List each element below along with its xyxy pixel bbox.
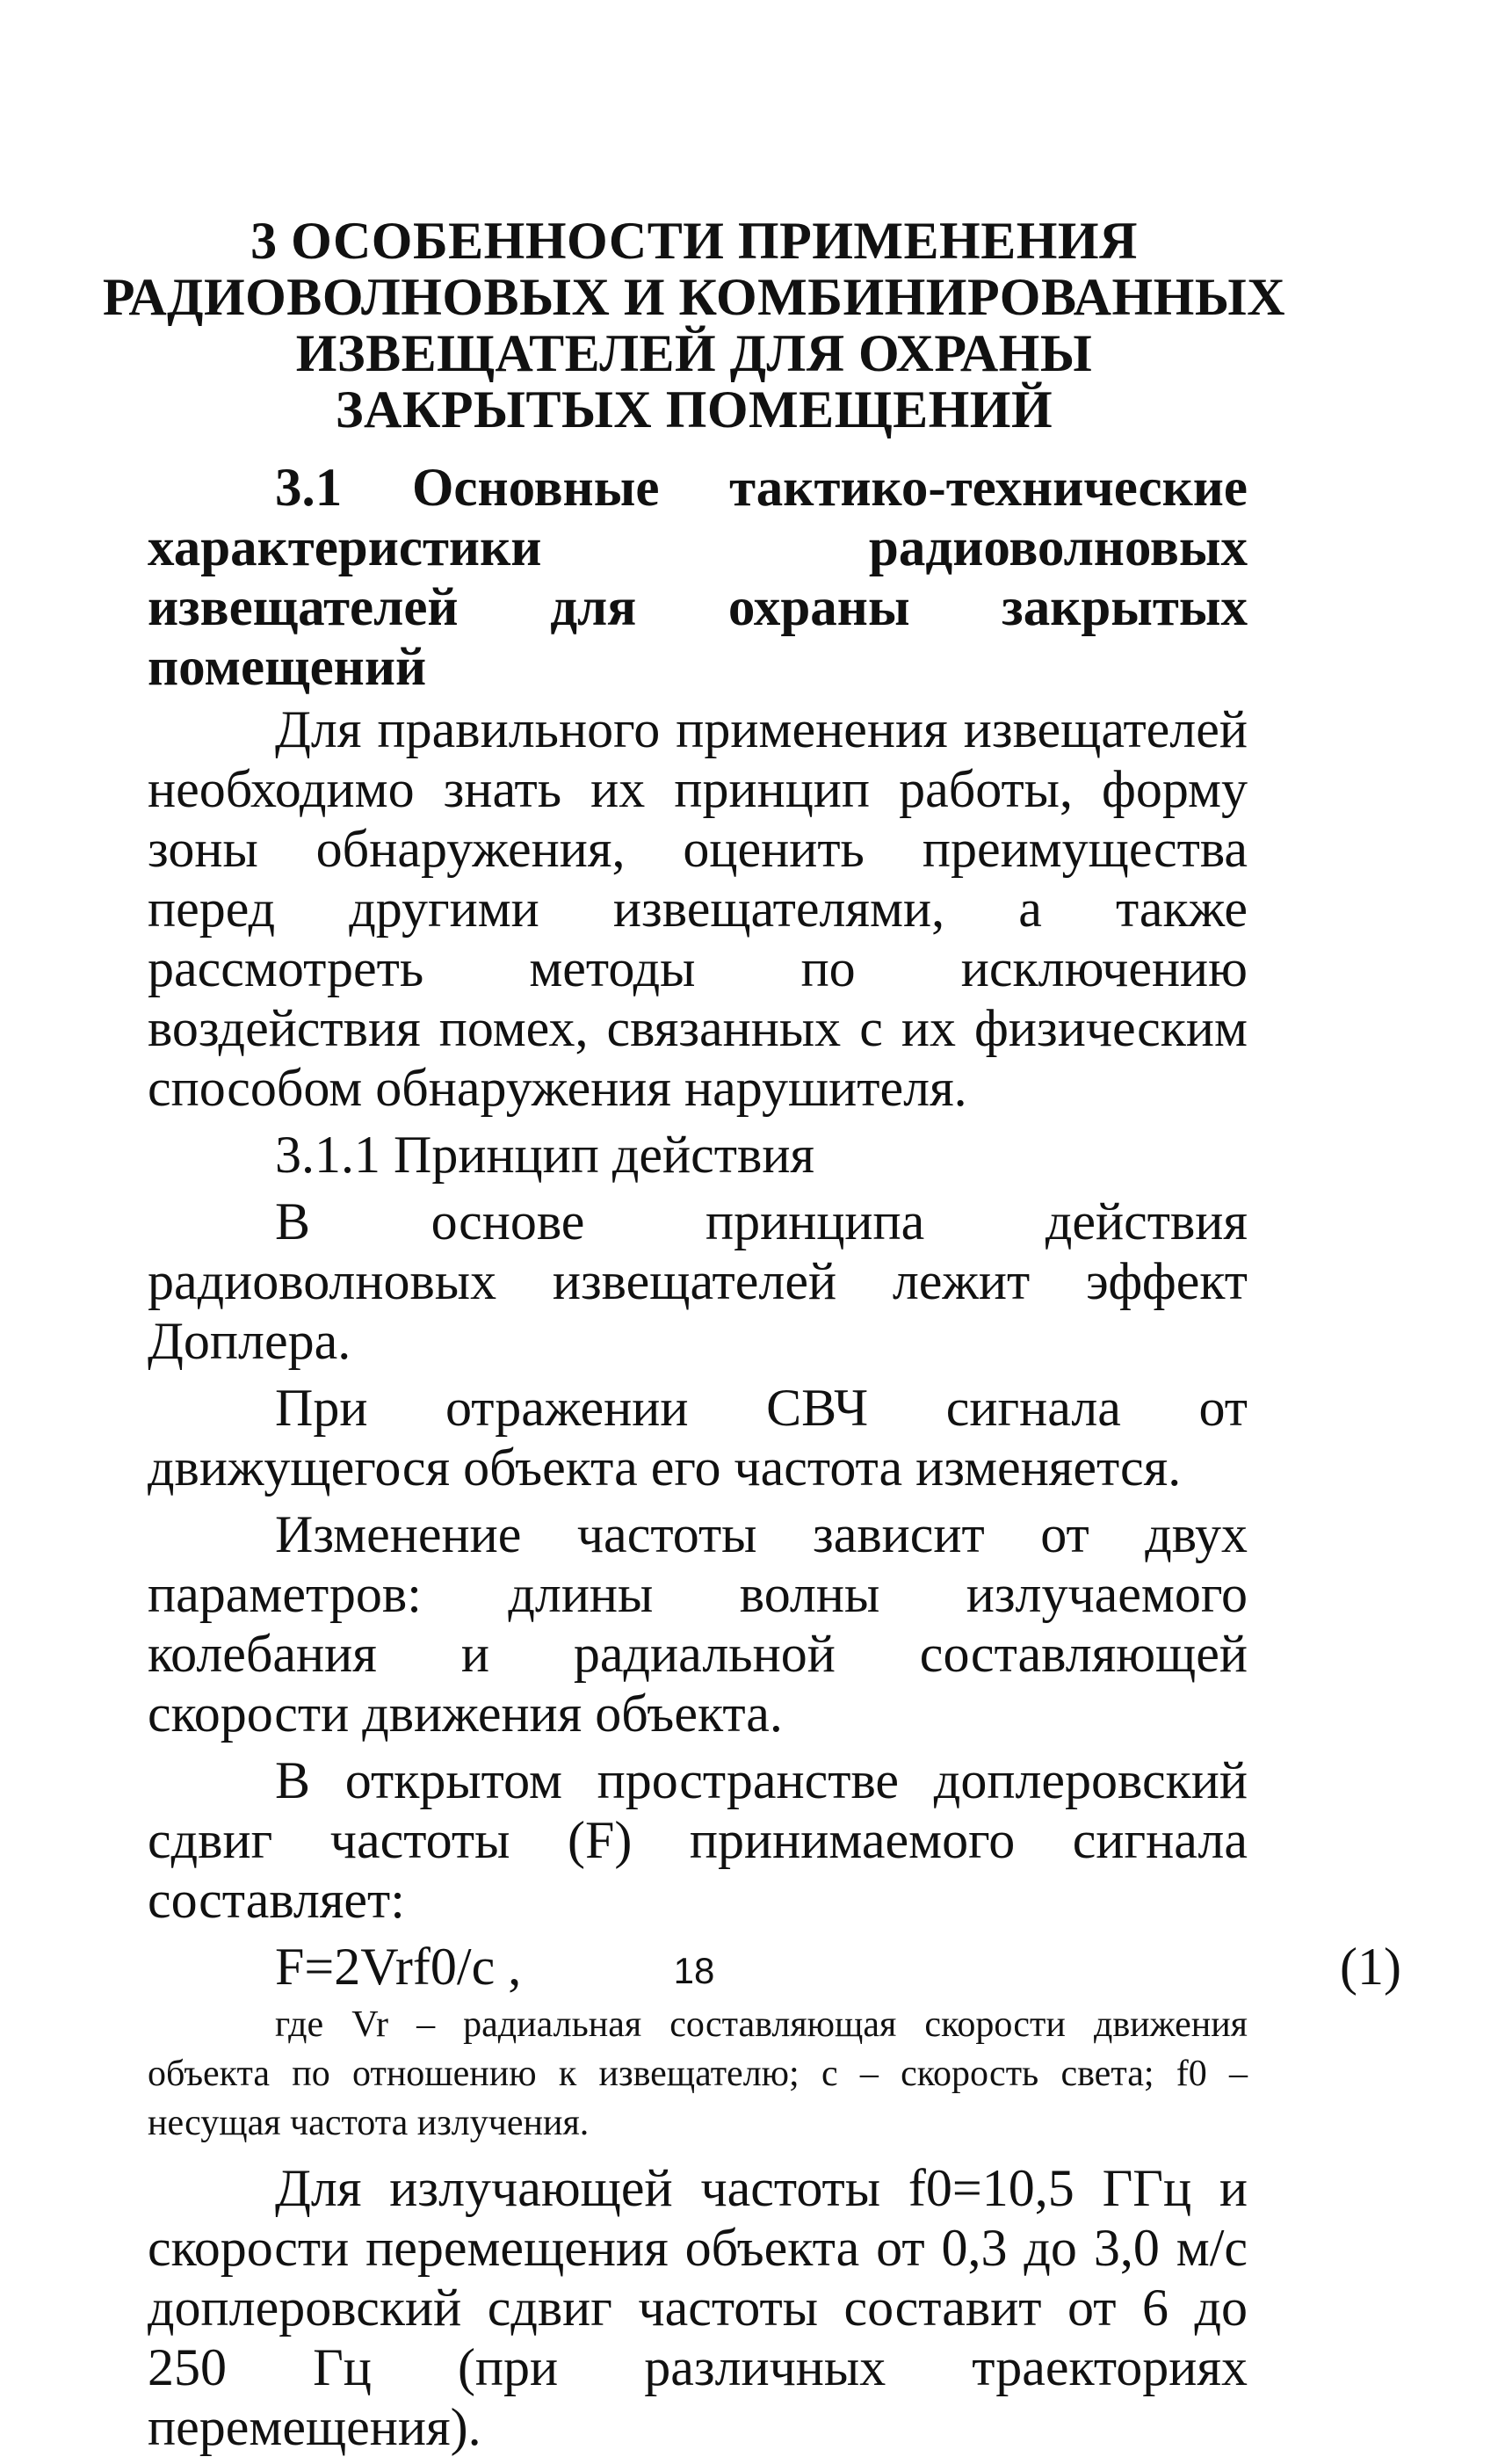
- formula-note: где Vr – радиальная составляющая скорости движения объекта по отношению к извещателю; с – скорость света; f0 – несущая частота излучения.: [148, 2004, 1248, 2143]
- equation-number: (1): [1340, 1938, 1401, 1996]
- chapter-title: [0, 213, 1388, 438]
- chapter-title-line: 3 ОСОБЕННОСТИ ПРИМЕНЕНИЯ: [250, 212, 1138, 270]
- subsection-heading: 3.1.1 Принцип действия: [275, 1126, 815, 1184]
- page-number: 18: [673, 1950, 715, 1991]
- paragraph-conclusion: Для излучающей частоты f0=10,5 ГГц и скорости перемещения объекта от 0,3 до 3,0 м/с доплеровский сдвиг частоты составит от 6 до 250 Гц (при различных траекториях перемещения).: [148, 2159, 1248, 2456]
- paragraph-open-space: В открытом пространстве доплеровский сдвиг частоты (F) принимаемого сигнала составляет:: [148, 1751, 1248, 1929]
- chapter-title-line: РАДИОВОЛНОВЫХ И КОМБИНИРОВАННЫХ: [102, 268, 1286, 326]
- chapter-title-line: ЗАКРЫТЫХ ПОМЕЩЕНИЙ: [335, 380, 1053, 438]
- paragraph-intro: Для правильного применения извещателей необходимо знать их принцип работы, форму зоны обнаружения, оценить преимущества перед другими извещателями, а также рассмотреть методы по исключению воздействия помех, связанных с их физическим способом обнаружения нарушителя.: [148, 700, 1248, 1117]
- page-content: [148, 459, 1401, 2464]
- formula: F=2Vrf0/c ,: [275, 1938, 522, 1996]
- paragraph-frequency-change: Изменение частоты зависит от двух параметров: длины волны излучаемого колебания и радиальной составляющей скорости движения объекта.: [148, 1505, 1248, 1743]
- paragraph-doppler-basis: В основе принципа действия радиоволновых извещателей лежит эффект Доплера.: [148, 1192, 1248, 1370]
- chapter-title-line: ИЗВЕЩАТЕЛЕЙ ДЛЯ ОХРАНЫ: [295, 324, 1093, 382]
- paragraph-reflection: При отражении СВЧ сигнала от движущегося объекта его частота изменяется.: [148, 1379, 1248, 1497]
- section-title: 3.1 Основные тактико-технические характеристики радиоволновых извещателей для охраны закрытых помещений: [148, 459, 1248, 697]
